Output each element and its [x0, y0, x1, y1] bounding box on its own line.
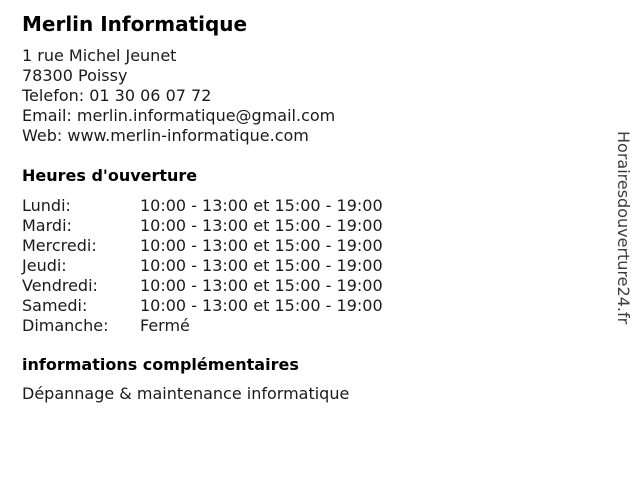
- address-street: 1 rue Michel Jeunet: [22, 46, 177, 65]
- opening-hours-heading: Heures d'ouverture: [22, 166, 198, 185]
- day-label: Samedi:: [22, 296, 88, 315]
- hours-row-friday: [22, 276, 640, 296]
- day-label: Mercredi:: [22, 236, 97, 255]
- time-value: 10:00 - 13:00 et 15:00 - 19:00: [140, 236, 383, 255]
- day-label: Mardi:: [22, 216, 72, 235]
- web-line: Web: www.merlin-informatique.com: [22, 126, 309, 145]
- phone-line: Telefon: 01 30 06 07 72: [22, 86, 212, 105]
- time-value: 10:00 - 13:00 et 15:00 - 19:00: [140, 196, 383, 215]
- hours-row-thursday: [22, 256, 640, 276]
- address-city: 78300 Poissy: [22, 66, 128, 85]
- time-value: Fermé: [140, 316, 190, 335]
- hours-row-saturday: [22, 296, 640, 316]
- hours-row-tuesday: [22, 216, 640, 236]
- hours-row-wednesday: [22, 236, 640, 256]
- time-value: 10:00 - 13:00 et 15:00 - 19:00: [140, 256, 383, 275]
- day-label: Jeudi:: [22, 256, 67, 275]
- time-value: 10:00 - 13:00 et 15:00 - 19:00: [140, 296, 383, 315]
- day-label: Vendredi:: [22, 276, 98, 295]
- hours-row-monday: [22, 196, 640, 216]
- time-value: 10:00 - 13:00 et 15:00 - 19:00: [140, 276, 383, 295]
- additional-info-heading: informations complémentaires: [22, 355, 299, 374]
- day-label: Lundi:: [22, 196, 71, 215]
- opening-hours-table: [22, 196, 640, 336]
- business-name-title: Merlin Informatique: [22, 12, 248, 36]
- site-watermark: Horairesdouverture24.fr: [614, 131, 633, 325]
- hours-row-sunday: [22, 316, 640, 336]
- email-line: Email: merlin.informatique@gmail.com: [22, 106, 336, 125]
- day-label: Dimanche:: [22, 316, 109, 335]
- time-value: 10:00 - 13:00 et 15:00 - 19:00: [140, 216, 383, 235]
- contact-block: [22, 46, 640, 146]
- additional-info-text: Dépannage & maintenance informatique: [22, 384, 350, 403]
